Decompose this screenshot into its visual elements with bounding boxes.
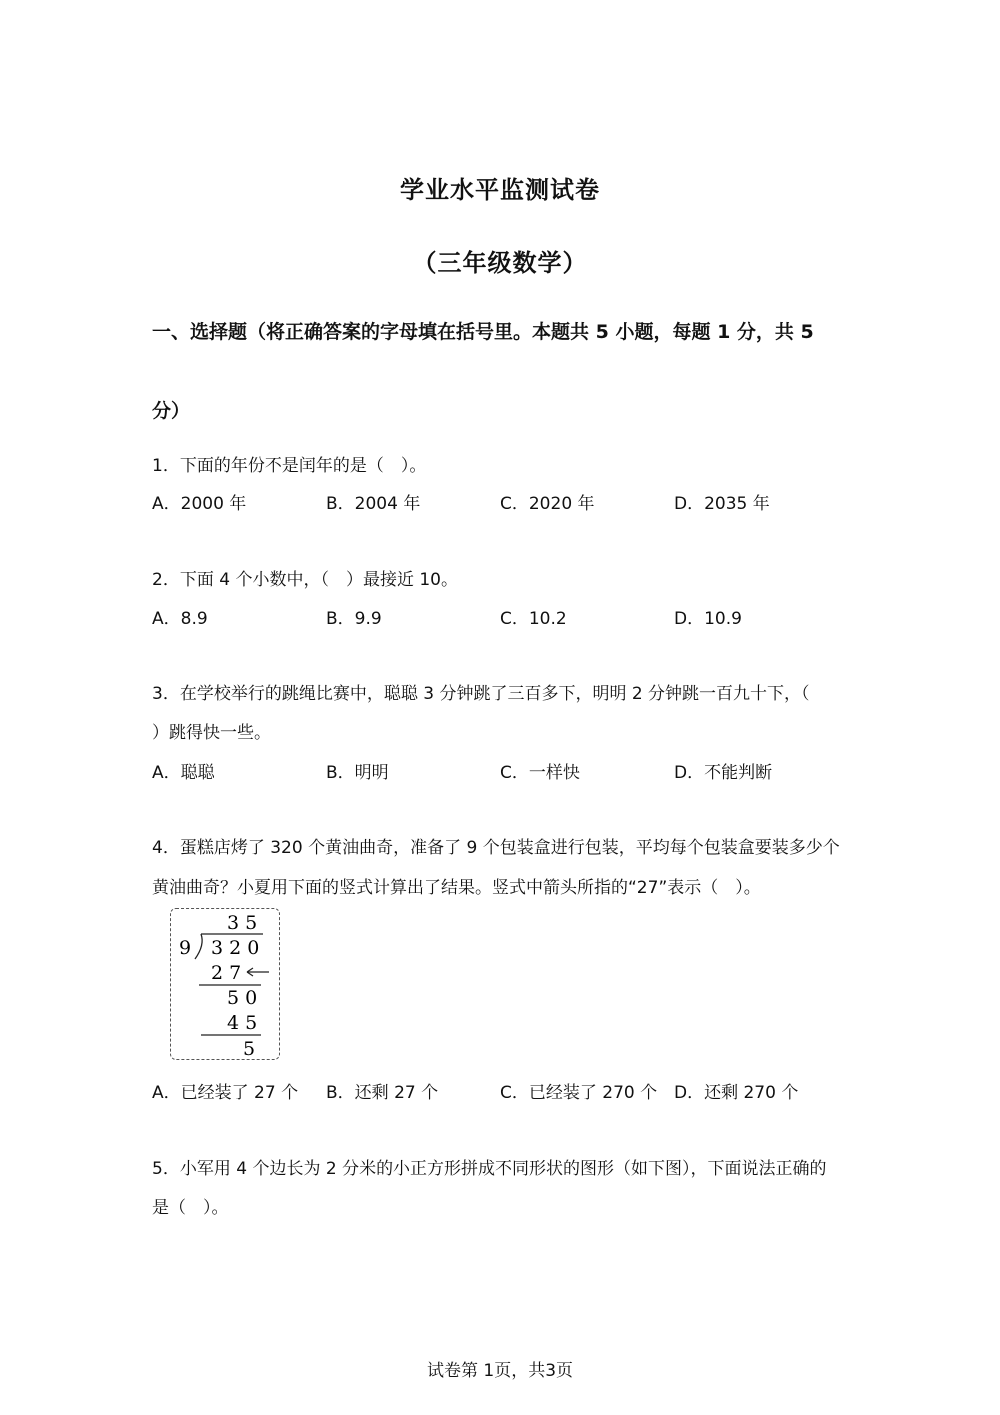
question-3-options xyxy=(152,758,852,782)
quotient: 3 5 xyxy=(227,912,258,934)
page-footer: 试卷第 1页，共3页 xyxy=(426,1361,574,1381)
option-a[interactable]: A．聪聪 xyxy=(152,763,215,783)
question-1-text: 1．下面的年份不是闰年的是（ ）。 xyxy=(152,456,427,476)
option-c[interactable]: C．2020 年 xyxy=(500,494,595,514)
option-b[interactable]: B．2004 年 xyxy=(326,494,421,514)
page-subtitle: （三年级数学） xyxy=(412,249,588,277)
question-4-text: 4．蛋糕店烤了 320 个黄油曲奇，准备了 9 个包装盒进行包装，平均每个包装盒要装多少个 xyxy=(152,838,840,858)
question-5-text: 5．小军用 4 个边长为 2 分米的小正方形拼成不同形状的图形（如下图），下面说法正确的 xyxy=(152,1159,827,1179)
question-4-text-continued: 黄油曲奇？小夏用下面的竖式计算出了结果。竖式中箭头所指的“27”表示（ ）。 xyxy=(152,878,761,898)
option-d[interactable]: D．2035 年 xyxy=(674,494,770,514)
question-4-options xyxy=(152,1078,852,1102)
option-a[interactable]: A．已经装了 27 个 xyxy=(152,1083,299,1103)
section-heading: 一、选择题（将正确答案的字母填在括号里。本题共 5 小题，每题 1 分，共 5 xyxy=(152,321,814,343)
long-division-svg xyxy=(171,909,279,1059)
option-c[interactable]: C．一样快 xyxy=(500,763,580,783)
remainder-2: 5 xyxy=(243,1038,256,1059)
option-b[interactable]: B．9.9 xyxy=(326,609,382,629)
section-heading-continued: 分） xyxy=(152,400,191,422)
option-a[interactable]: A．2000 年 xyxy=(152,494,247,514)
remainder-1: 5 0 xyxy=(227,987,258,1009)
option-c[interactable]: C．10.2 xyxy=(500,609,567,629)
partial-product-2: 4 5 xyxy=(227,1012,258,1034)
option-a[interactable]: A．8.9 xyxy=(152,609,208,629)
division-bracket xyxy=(195,934,202,959)
option-b[interactable]: B．还剩 27 个 xyxy=(326,1083,439,1103)
question-2-text: 2．下面 4 个小数中，（ ）最接近 10。 xyxy=(152,570,458,590)
question-5-text-continued: 是（ ）。 xyxy=(152,1198,229,1218)
option-d[interactable]: D．不能判断 xyxy=(674,763,773,783)
option-d[interactable]: D．10.9 xyxy=(674,609,742,629)
question-2-options xyxy=(152,604,852,628)
question-3-text: 3．在学校举行的跳绳比赛中，聪聪 3 分钟跳了三百多下，明明 2 分钟跳一百九十下，（ xyxy=(152,684,810,704)
partial-product-1: 2 7 xyxy=(211,962,242,984)
dividend: 3 2 0 xyxy=(211,937,260,959)
option-d[interactable]: D．还剩 270 个 xyxy=(674,1083,799,1103)
option-b[interactable]: B．明明 xyxy=(326,763,389,783)
question-1-options xyxy=(152,489,852,513)
question-3-text-continued: ）跳得快一些。 xyxy=(152,723,271,743)
long-division-figure xyxy=(170,908,280,1060)
page-title: 学业水平监测试卷 xyxy=(400,176,600,204)
option-c[interactable]: C．已经装了 270 个 xyxy=(500,1083,658,1103)
divisor: 9 xyxy=(179,937,192,959)
